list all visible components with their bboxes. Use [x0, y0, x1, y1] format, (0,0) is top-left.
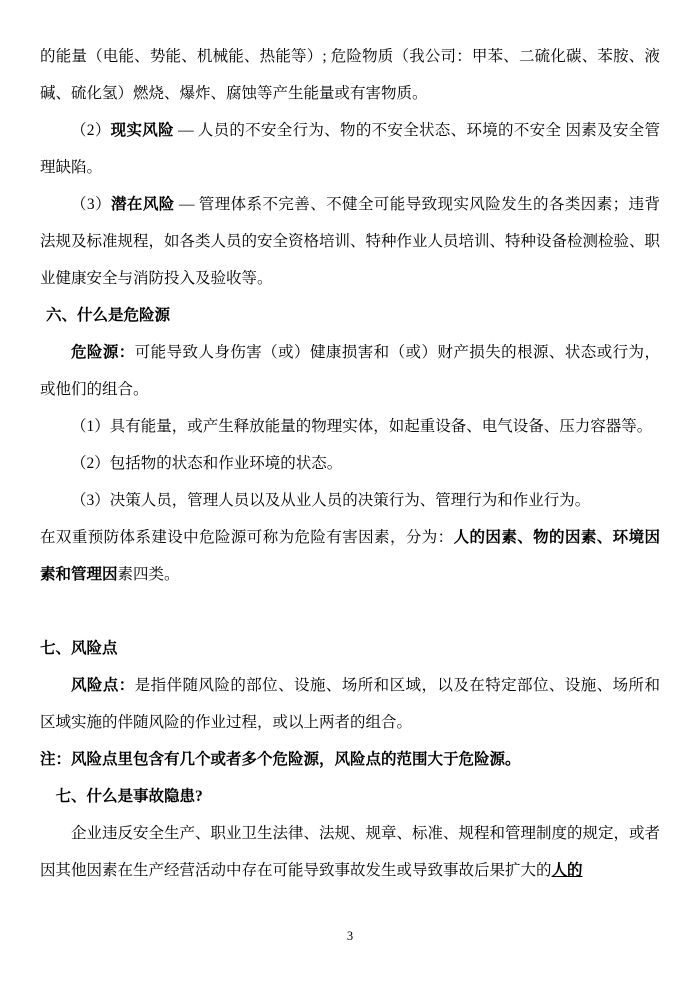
text-run: （2）包括物的状态和作业环境的状态。 — [71, 455, 343, 472]
body-paragraph — [40, 445, 660, 482]
text-run: 可能导致人身伤害（或）健康损害和（或）财产损失的根源、状态或行为，或他们的组合。 — [40, 344, 660, 398]
text-run-bold: 风险点： — [71, 677, 135, 694]
note-paragraph — [40, 741, 660, 778]
body-paragraph — [40, 519, 660, 593]
text-run-bold-underline: 人的 — [551, 862, 583, 879]
text-run-bold: 现实风险 — [110, 122, 174, 139]
text-run-bold: 七、风险点 — [40, 640, 118, 657]
text-run: 企业违反安全生产、职业卫生法律、法规、规章、标准、规程和管理制度的规定，或者因其他因素在生产经营活动中存在可能导致事故发生或导致事故后果扩大的 — [40, 825, 661, 879]
text-run: — 人员的不安全行为、物的不安全状态、环境的不安全 因素及安全管理缺陷。 — [40, 122, 660, 176]
body-paragraph — [40, 408, 660, 445]
text-run-bold: 注：风险点里包含有几个或者多个危险源，风险点的范围大于危险源。 — [40, 751, 521, 768]
section-heading-hidden-danger — [40, 778, 660, 815]
text-run: （3）决策人员，管理人员以及从业人员的决策行为、管理行为和作业行为。 — [71, 492, 591, 509]
text-run: 的能量（电能、势能、机械能、热能等）; 危险物质（我公司：甲苯、二硫化碳、苯胺、液碱、硫化氢）燃烧、爆炸、腐蚀等产生能量或有害物质。 — [40, 48, 660, 102]
text-run-bold: 潜在风险 — [111, 196, 175, 213]
body-paragraph — [40, 112, 660, 186]
body-paragraph — [40, 38, 660, 112]
section-heading-risk-point — [40, 630, 660, 667]
text-run-bold: 六、什么是危险源 — [46, 307, 171, 324]
text-run: 在双重预防体系建设中危险源可称为危险有害因素，分为： — [40, 529, 454, 546]
text-run: （1）具有能量，或产生释放能量的物理实体，如起重设备、电气设备、压力容器等。 — [71, 418, 653, 435]
body-paragraph — [40, 334, 660, 408]
body-paragraph — [40, 482, 660, 519]
text-run-bold: 七、什么是事故隐患? — [55, 788, 203, 805]
text-run-bold: 人的因素、物的因素、环境因素和管理因 — [40, 529, 660, 583]
body-paragraph — [40, 667, 660, 741]
page-number: 3 — [346, 928, 354, 943]
section-heading-six — [40, 297, 660, 334]
body-paragraph — [40, 815, 660, 889]
text-run: （2） — [71, 122, 111, 139]
text-run: — 管理体系不完善、不健全可能导致现实风险发生的各类因素；违背法规及标准规程，如各类人员的安全资格培训、特种作业人员培训、特种设备检测检验、职业健康安全与消防投入及验收等。 — [40, 196, 661, 287]
text-run: （3） — [71, 196, 112, 213]
blank-line-spacer — [40, 593, 660, 630]
text-run: 是指伴随风险的部位、设施、场所和区域，以及在特定部位、设施、场所和区域实施的伴随风险的作业过程，或以上两者的组合。 — [40, 677, 660, 731]
body-paragraph — [40, 186, 660, 297]
text-run-bold: 危险源： — [71, 344, 135, 361]
text-run: 素四类。 — [117, 566, 180, 583]
